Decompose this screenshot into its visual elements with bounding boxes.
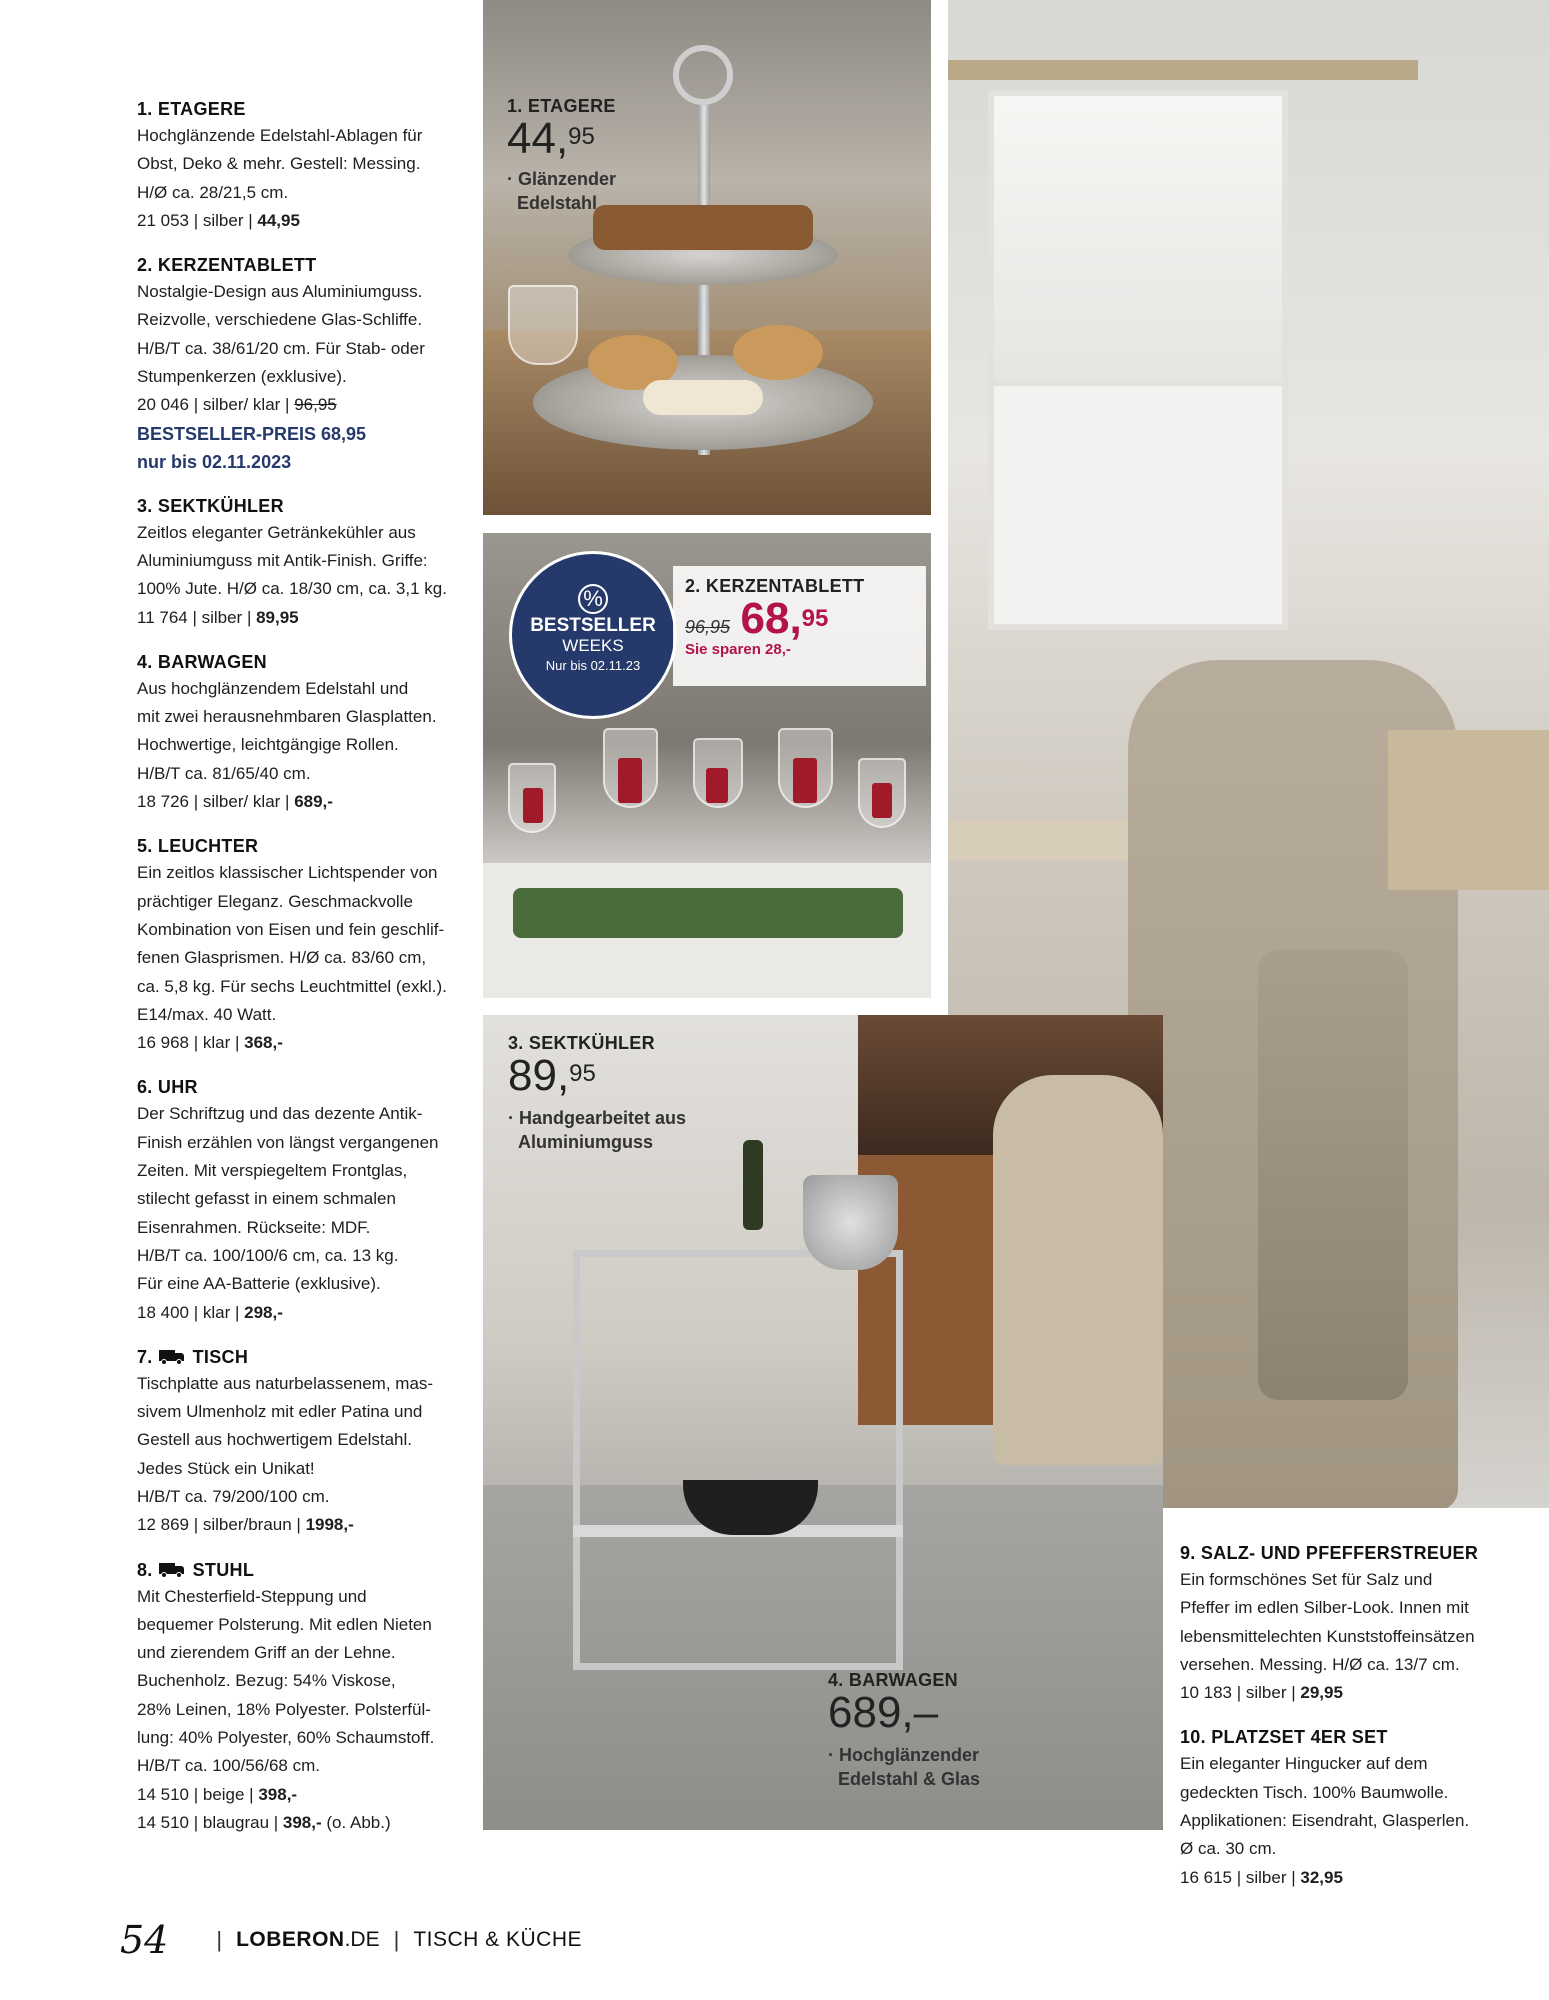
order-number: 21 053 | silber |: [137, 210, 258, 230]
order-number: 11 764 | silber |: [137, 607, 257, 627]
item-desc: Applikationen: Eisendraht, Glasperlen.: [1180, 1811, 1470, 1831]
item-desc: Ein formschönes Set für Salz und: [1180, 1570, 1433, 1589]
order-number: 16 615 | silber |: [1180, 1867, 1301, 1887]
item-desc: 28% Leinen, 18% Polyester. Polsterfül-: [137, 1699, 431, 1719]
item-desc: Für eine AA-Batterie (exklusive).: [137, 1274, 381, 1294]
item-sektkuehler: [137, 493, 472, 632]
item-order: [137, 207, 472, 235]
old-price: 96,95: [294, 395, 337, 415]
label-sektkuehler: [508, 1033, 686, 1154]
item-order: [137, 788, 472, 816]
item-desc: 100% Jute. H/Ø ca. 18/30 cm, ca. 3,1 kg.: [137, 579, 447, 599]
item-title: 5. LEUCHTER: [137, 836, 259, 857]
label-note: · Handgearbeitet aus: [508, 1108, 687, 1128]
label-barwagen: [828, 1670, 980, 1791]
item-desc: Hochglänzende Edelstahl-Ablagen für: [137, 126, 423, 145]
item-order-2: [137, 1809, 472, 1837]
badge-line-3: Nur bis 02.11.23: [545, 658, 641, 673]
label-price: [508, 1051, 686, 1100]
bestseller-price: BESTSELLER-PREIS 68,95: [137, 423, 367, 444]
item-desc: Mit Chesterfield-Steppung und: [137, 1586, 367, 1606]
item-desc: Reizvolle, verschiedene Glas-Schliffe.: [137, 310, 423, 330]
item-desc: Tischplatte aus naturbelassenem, mas-: [137, 1373, 434, 1393]
item-title: 9. SALZ- UND PFEFFERSTREUER: [1180, 1543, 1479, 1563]
item-desc: Nostalgie-Design aus Aluminiumguss.: [137, 282, 423, 302]
label-kerzentablett: [673, 566, 926, 686]
item-etagere: [137, 96, 472, 235]
price-int: 89,: [508, 1051, 570, 1100]
badge-line-1: BESTSELLER: [530, 615, 656, 636]
item-desc: gedeckten Tisch. 100% Baumwolle.: [1180, 1782, 1449, 1802]
order-suffix: (o. Abb.): [321, 1812, 391, 1832]
price: 29,95: [1300, 1683, 1343, 1703]
item-desc: Gestell aus hochwertigem Edelstahl.: [137, 1430, 412, 1450]
bestseller-until: nur bis 02.11.2023: [137, 451, 292, 472]
product-descriptions-right: [1180, 1540, 1510, 1909]
product-descriptions-left: [137, 96, 472, 1854]
item-desc: prächtiger Eleganz. Geschmackvolle: [137, 891, 413, 911]
item-desc: H/B/T ca. 100/100/6 cm, ca. 13 kg.: [137, 1245, 399, 1265]
price-dec: 95: [801, 605, 829, 632]
item-order: [137, 391, 472, 419]
order-number: 14 510 | beige |: [137, 1784, 259, 1804]
delivery-truck-icon: [159, 1563, 185, 1577]
page-footer: [120, 1918, 582, 1962]
item-title-text: TISCH: [192, 1346, 249, 1367]
price: 1998,-: [305, 1515, 354, 1535]
item-desc: Kombination von Eisen und fein geschlif-: [137, 919, 445, 939]
item-desc: H/Ø ca. 28/21,5 cm.: [137, 182, 289, 202]
badge-line-2: WEEKS: [562, 636, 624, 655]
order-number: 18 726 | silber/ klar |: [137, 792, 295, 812]
item-stuhl: [137, 1557, 472, 1838]
item-order: [137, 1029, 472, 1057]
item-number: 7.: [137, 1346, 153, 1367]
item-title: [137, 1557, 472, 1583]
old-price: 96,95: [685, 617, 731, 637]
bestseller-weeks-badge: [509, 551, 677, 719]
item-platzset: [1180, 1724, 1510, 1891]
item-desc: ca. 5,8 kg. Für sechs Leuchtmittel (exkl.).: [137, 976, 447, 996]
item-desc: Zeitlos eleganter Getränkekühler aus: [137, 522, 416, 542]
price-dec: 95: [568, 123, 595, 150]
item-tisch: [137, 1344, 472, 1540]
price: 298,-: [244, 1302, 283, 1322]
item-desc: Obst, Deko & mehr. Gestell: Messing.: [137, 154, 421, 174]
item-desc: Aus hochglänzendem Edelstahl und: [137, 678, 409, 698]
delivery-truck-icon: [159, 1350, 185, 1364]
label-name: 2. KERZENTABLETT: [685, 576, 865, 596]
item-desc: Buchenholz. Bezug: 54% Viskose,: [137, 1671, 396, 1691]
photo-sektkuehler-barwagen: [483, 1015, 1163, 1830]
item-desc: Ø ca. 30 cm.: [1180, 1839, 1277, 1859]
item-desc: lung: 40% Polyester, 60% Schaumstoff.: [137, 1728, 435, 1748]
item-title: 4. BARWAGEN: [137, 651, 267, 672]
item-desc: mit zwei herausnehmbaren Glasplatten.: [137, 707, 437, 727]
item-desc: Pfeffer im edlen Silber-Look. Innen mit: [1180, 1598, 1469, 1618]
new-price: [741, 594, 829, 643]
order-number: 18 400 | klar |: [137, 1302, 245, 1322]
label-name: 3. SEKTKÜHLER: [508, 1033, 655, 1053]
item-order: [137, 1781, 472, 1809]
item-order: [137, 1511, 472, 1539]
page-number: 54: [120, 1918, 169, 1962]
label-name: 1. ETAGERE: [507, 96, 616, 116]
item-title: 1. ETAGERE: [137, 99, 246, 119]
price: 689,-: [294, 792, 333, 812]
label-price: [507, 114, 616, 163]
item-title: 3. SEKTKÜHLER: [137, 495, 284, 516]
label-name: 4. BARWAGEN: [828, 1670, 958, 1690]
item-title: 2. KERZENTABLETT: [137, 255, 317, 276]
label-note: · Hochglänzender: [828, 1745, 980, 1765]
label-note: Aluminiumguss: [518, 1132, 654, 1152]
price-int: 44,: [507, 114, 569, 163]
item-title: 6. UHR: [137, 1077, 198, 1098]
item-order: [1180, 1864, 1510, 1892]
item-desc: sivem Ulmenholz mit edler Patina und: [137, 1402, 423, 1422]
order-number: 14 510 | blaugrau |: [137, 1812, 283, 1832]
price: 89,95: [256, 607, 299, 627]
separator: |: [393, 1927, 400, 1952]
item-leuchter: [137, 833, 472, 1057]
item-order: [1180, 1679, 1510, 1707]
label-note: Edelstahl: [517, 193, 598, 213]
item-order: [137, 1299, 472, 1327]
photo-etagere: [483, 0, 931, 515]
item-number: 8.: [137, 1559, 153, 1580]
price: 398,-: [282, 1812, 322, 1832]
item-desc: E14/max. 40 Watt.: [137, 1004, 277, 1024]
item-desc: bequemer Polsterung. Mit edlen Nieten: [137, 1614, 432, 1634]
order-number: 10 183 | silber |: [1180, 1683, 1301, 1703]
item-desc: Der Schriftzug und das dezente Antik-: [137, 1104, 423, 1124]
item-desc: Ein zeitlos klassischer Lichtspender von: [137, 863, 438, 883]
item-desc: H/B/T ca. 81/65/40 cm.: [137, 763, 311, 783]
order-number: 20 046 | silber/ klar |: [137, 395, 295, 415]
brand-name: LOBERON: [236, 1928, 345, 1951]
percent-icon: %: [578, 584, 608, 614]
separator: |: [216, 1927, 223, 1952]
item-desc: Zeiten. Mit verspiegeltem Frontglas,: [137, 1161, 408, 1181]
item-desc: fenen Glasprismen. H/Ø ca. 83/60 cm,: [137, 948, 427, 968]
item-title: [137, 1344, 472, 1370]
item-desc: H/B/T ca. 79/200/100 cm.: [137, 1486, 330, 1506]
item-desc: Ein eleganter Hingucker auf dem: [1180, 1754, 1428, 1774]
item-title-text: STUHL: [192, 1559, 255, 1580]
price: 398,-: [258, 1784, 298, 1804]
item-desc: versehen. Messing. H/Ø ca. 13/7 cm.: [1180, 1654, 1460, 1674]
item-kerzentablett: [137, 252, 472, 475]
label-price: 689,–: [828, 1688, 939, 1737]
label-price-row: [685, 594, 914, 643]
item-desc: Eisenrahmen. Rückseite: MDF.: [137, 1217, 371, 1237]
item-desc: stilecht gefasst in einem schmalen: [137, 1189, 396, 1209]
brand-domain: .DE: [344, 1928, 380, 1951]
item-desc: H/B/T ca. 38/61/20 cm. Für Stab- oder: [137, 338, 425, 358]
price-int: 68,: [740, 594, 802, 643]
price: 32,95: [1300, 1867, 1343, 1887]
label-etagere: [507, 96, 616, 215]
price-dec: 95: [569, 1060, 596, 1087]
order-number: 16 968 | klar |: [137, 1033, 245, 1053]
item-desc: und zierendem Griff an der Lehne.: [137, 1643, 396, 1663]
item-desc: Jedes Stück ein Unikat!: [137, 1458, 315, 1478]
item-barwagen: [137, 649, 472, 816]
item-desc: Hochwertige, leichtgängige Rollen.: [137, 735, 399, 755]
label-note: · Glänzender: [507, 169, 617, 189]
item-desc: Aluminiumguss mit Antik-Finish. Griffe:: [137, 550, 428, 570]
item-uhr: [137, 1074, 472, 1326]
savings-text: Sie sparen 28,-: [685, 641, 791, 658]
price: 368,-: [244, 1033, 283, 1053]
item-order: [137, 604, 472, 632]
item-desc: H/B/T ca. 100/56/68 cm.: [137, 1756, 320, 1776]
section-title: TISCH & KÜCHE: [413, 1928, 582, 1951]
order-number: 12 869 | silber/braun |: [137, 1515, 306, 1535]
label-note: Edelstahl & Glas: [838, 1769, 981, 1789]
price: 44,95: [257, 210, 300, 230]
item-desc: Finish erzählen von längst vergangenen: [137, 1132, 439, 1152]
item-salz-pfeffer: [1180, 1540, 1510, 1707]
item-title: 10. PLATZSET 4ER SET: [1180, 1727, 1388, 1748]
item-desc: Stumpenkerzen (exklusive).: [137, 367, 347, 387]
item-desc: lebensmittelechten Kunststoffeinsätzen: [1180, 1626, 1475, 1646]
